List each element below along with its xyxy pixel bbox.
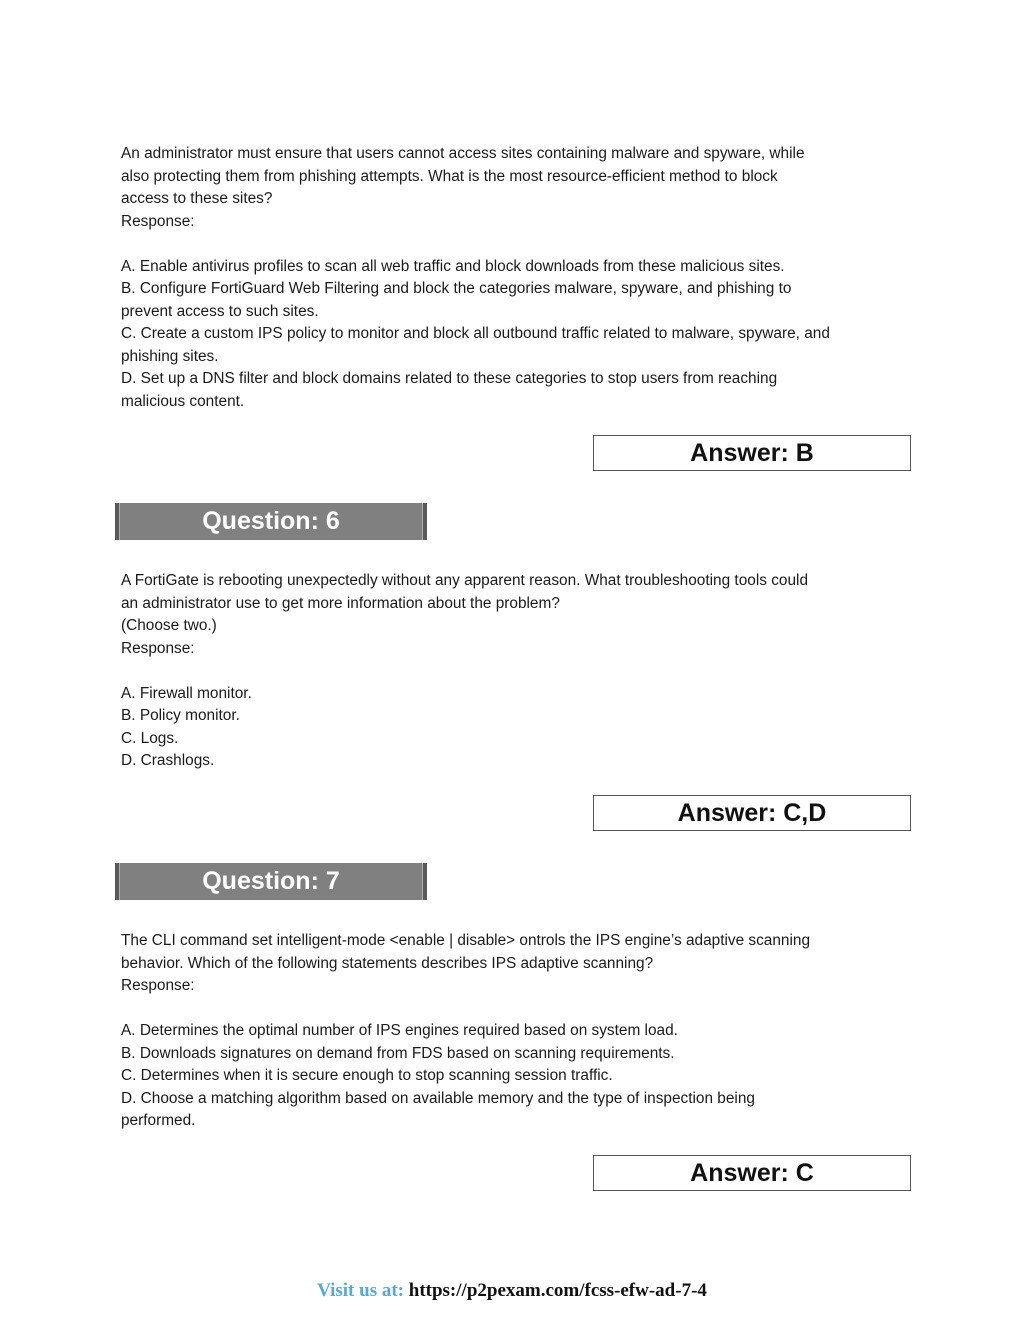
- spacer: [121, 998, 911, 1021]
- question-text-line: an administrator use to get more information about the problem?: [121, 594, 560, 612]
- question-text-line: A FortiGate is rebooting unexpectedly without any apparent reason. What troubleshooting tools could: [121, 572, 809, 589]
- question-text-line: The CLI command set intelligent-mode <enable | disable> ontrols the IPS engine’s adaptive scanning: [121, 932, 811, 949]
- answer-box-q5: Answer: B: [593, 435, 911, 471]
- question-text-line: access to these sites?: [121, 190, 273, 207]
- question-6-body: [121, 570, 911, 773]
- option-text-line: performed.: [121, 1112, 196, 1129]
- question-text-line: behavior. Which of the following statements describes IPS adaptive scanning?: [121, 954, 654, 972]
- question-text-line: also protecting them from phishing attempts. What is the most resource-efficient method to block: [121, 167, 778, 185]
- option-text-line: B. Policy monitor.: [121, 707, 240, 724]
- option-text-line: D. Set up a DNS filter and block domains related to these categories to stop users from reaching: [121, 370, 778, 387]
- option-text-line: D. Choose a matching algorithm based on available memory and the type of inspection being: [121, 1089, 755, 1107]
- option-text-line: prevent access to such sites.: [121, 302, 319, 320]
- question-text-line: (Choose two.): [121, 617, 217, 634]
- question-6-heading: Question: 6: [115, 503, 427, 540]
- option-text-line: A. Determines the optimal number of IPS engines required based on system load.: [121, 1022, 678, 1039]
- answer-box-q7: Answer: C: [593, 1155, 911, 1191]
- option-text-line: A. Enable antivirus profiles to scan all web traffic and block downloads from these malicious sites.: [121, 257, 785, 275]
- footer-visit-label: Visit us at:: [317, 1280, 404, 1301]
- question-text-line: An administrator must ensure that users cannot access sites containing malware and spyware, while: [121, 145, 805, 162]
- option-text-line: D. Crashlogs.: [121, 752, 215, 769]
- option-text-line: C. Create a custom IPS policy to monitor and block all outbound traffic related to malware, spyware, and: [121, 325, 830, 342]
- footer-url-link[interactable]: https://p2pexam.com/fcss-efw-ad-7-4: [408, 1280, 707, 1301]
- option-text-line: B. Configure FortiGuard Web Filtering and block the categories malware, spyware, and phishing to: [121, 280, 792, 297]
- question-7-heading: Question: 7: [115, 863, 427, 900]
- option-text-line: B. Downloads signatures on demand from FDS based on scanning requirements.: [121, 1044, 675, 1062]
- question-7-body: [121, 930, 911, 1133]
- page-footer: [0, 1280, 1024, 1302]
- option-text-line: C. Logs.: [121, 729, 179, 747]
- option-text-line: A. Firewall monitor.: [121, 684, 252, 702]
- response-label: Response:: [121, 977, 195, 994]
- response-label: Response:: [121, 212, 195, 230]
- response-label: Response:: [121, 639, 195, 657]
- question-5-body: [121, 143, 911, 413]
- option-text-line: C. Determines when it is secure enough to stop scanning session traffic.: [121, 1067, 613, 1084]
- spacer: [121, 233, 911, 256]
- answer-box-q6: Answer: C,D: [593, 795, 911, 831]
- option-text-line: malicious content.: [121, 392, 245, 410]
- spacer: [121, 660, 911, 683]
- option-text-line: phishing sites.: [121, 347, 219, 365]
